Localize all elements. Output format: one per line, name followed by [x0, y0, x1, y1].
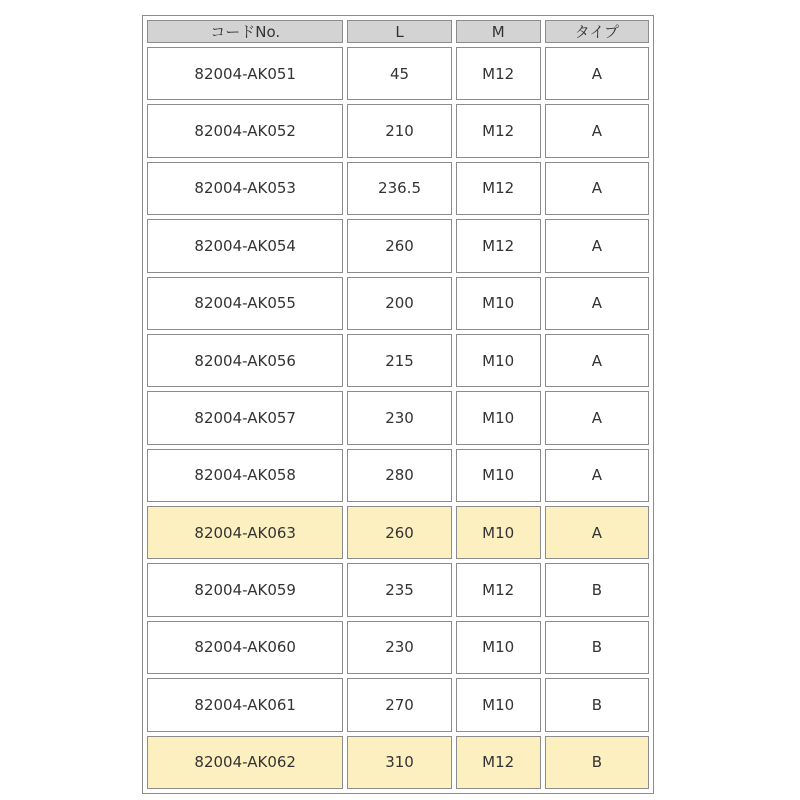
- cell-type: A: [545, 162, 649, 215]
- cell-code: 82004-AK063: [147, 506, 343, 559]
- cell-l: 260: [347, 506, 451, 559]
- cell-type: A: [545, 277, 649, 330]
- cell-m: M10: [456, 621, 541, 674]
- cell-code: 82004-AK062: [147, 736, 343, 790]
- cell-m: M10: [456, 334, 541, 387]
- table-row: [147, 563, 649, 616]
- cell-l: 235: [347, 563, 451, 616]
- cell-type: B: [545, 563, 649, 616]
- cell-code: 82004-AK058: [147, 449, 343, 502]
- cell-m: M12: [456, 104, 541, 157]
- cell-code: 82004-AK056: [147, 334, 343, 387]
- cell-code: 82004-AK061: [147, 678, 343, 731]
- cell-m: M12: [456, 162, 541, 215]
- table-row: [147, 277, 649, 330]
- cell-type: A: [545, 391, 649, 444]
- cell-l: 230: [347, 621, 451, 674]
- cell-code: 82004-AK053: [147, 162, 343, 215]
- cell-type: A: [545, 334, 649, 387]
- cell-m: M12: [456, 563, 541, 616]
- cell-m: M10: [456, 391, 541, 444]
- header-row: [147, 20, 649, 43]
- cell-l: 310: [347, 736, 451, 790]
- table-row: [147, 47, 649, 100]
- cell-l: 260: [347, 219, 451, 272]
- table-row: [147, 449, 649, 502]
- cell-type: A: [545, 219, 649, 272]
- table-row: [147, 621, 649, 674]
- cell-code: 82004-AK060: [147, 621, 343, 674]
- cell-m: M12: [456, 736, 541, 790]
- cell-type: A: [545, 104, 649, 157]
- header-type: タイプ: [545, 20, 649, 43]
- cell-l: 236.5: [347, 162, 451, 215]
- cell-l: 280: [347, 449, 451, 502]
- cell-type: B: [545, 736, 649, 790]
- table-row: [147, 506, 649, 559]
- cell-code: 82004-AK054: [147, 219, 343, 272]
- cell-m: M10: [456, 678, 541, 731]
- cell-code: 82004-AK057: [147, 391, 343, 444]
- cell-m: M10: [456, 277, 541, 330]
- cell-l: 210: [347, 104, 451, 157]
- cell-l: 230: [347, 391, 451, 444]
- cell-code: 82004-AK051: [147, 47, 343, 100]
- cell-code: 82004-AK055: [147, 277, 343, 330]
- table-row: [147, 219, 649, 272]
- header-code: コードNo.: [147, 20, 343, 43]
- table-row: [147, 678, 649, 731]
- table-row: [147, 162, 649, 215]
- table-row: [147, 334, 649, 387]
- cell-type: B: [545, 621, 649, 674]
- table-row: [147, 104, 649, 157]
- cell-l: 45: [347, 47, 451, 100]
- cell-type: A: [545, 449, 649, 502]
- header-m: M: [456, 20, 541, 43]
- cell-l: 215: [347, 334, 451, 387]
- cell-type: A: [545, 47, 649, 100]
- table-body: [147, 47, 649, 789]
- cell-m: M10: [456, 506, 541, 559]
- cell-l: 200: [347, 277, 451, 330]
- cell-m: M10: [456, 449, 541, 502]
- cell-code: 82004-AK059: [147, 563, 343, 616]
- cell-type: B: [545, 678, 649, 731]
- table-row: [147, 736, 649, 790]
- table-row: [147, 391, 649, 444]
- cell-type: A: [545, 506, 649, 559]
- cell-m: M12: [456, 219, 541, 272]
- spec-table: [142, 15, 654, 794]
- header-l: L: [347, 20, 451, 43]
- cell-m: M12: [456, 47, 541, 100]
- cell-code: 82004-AK052: [147, 104, 343, 157]
- cell-l: 270: [347, 678, 451, 731]
